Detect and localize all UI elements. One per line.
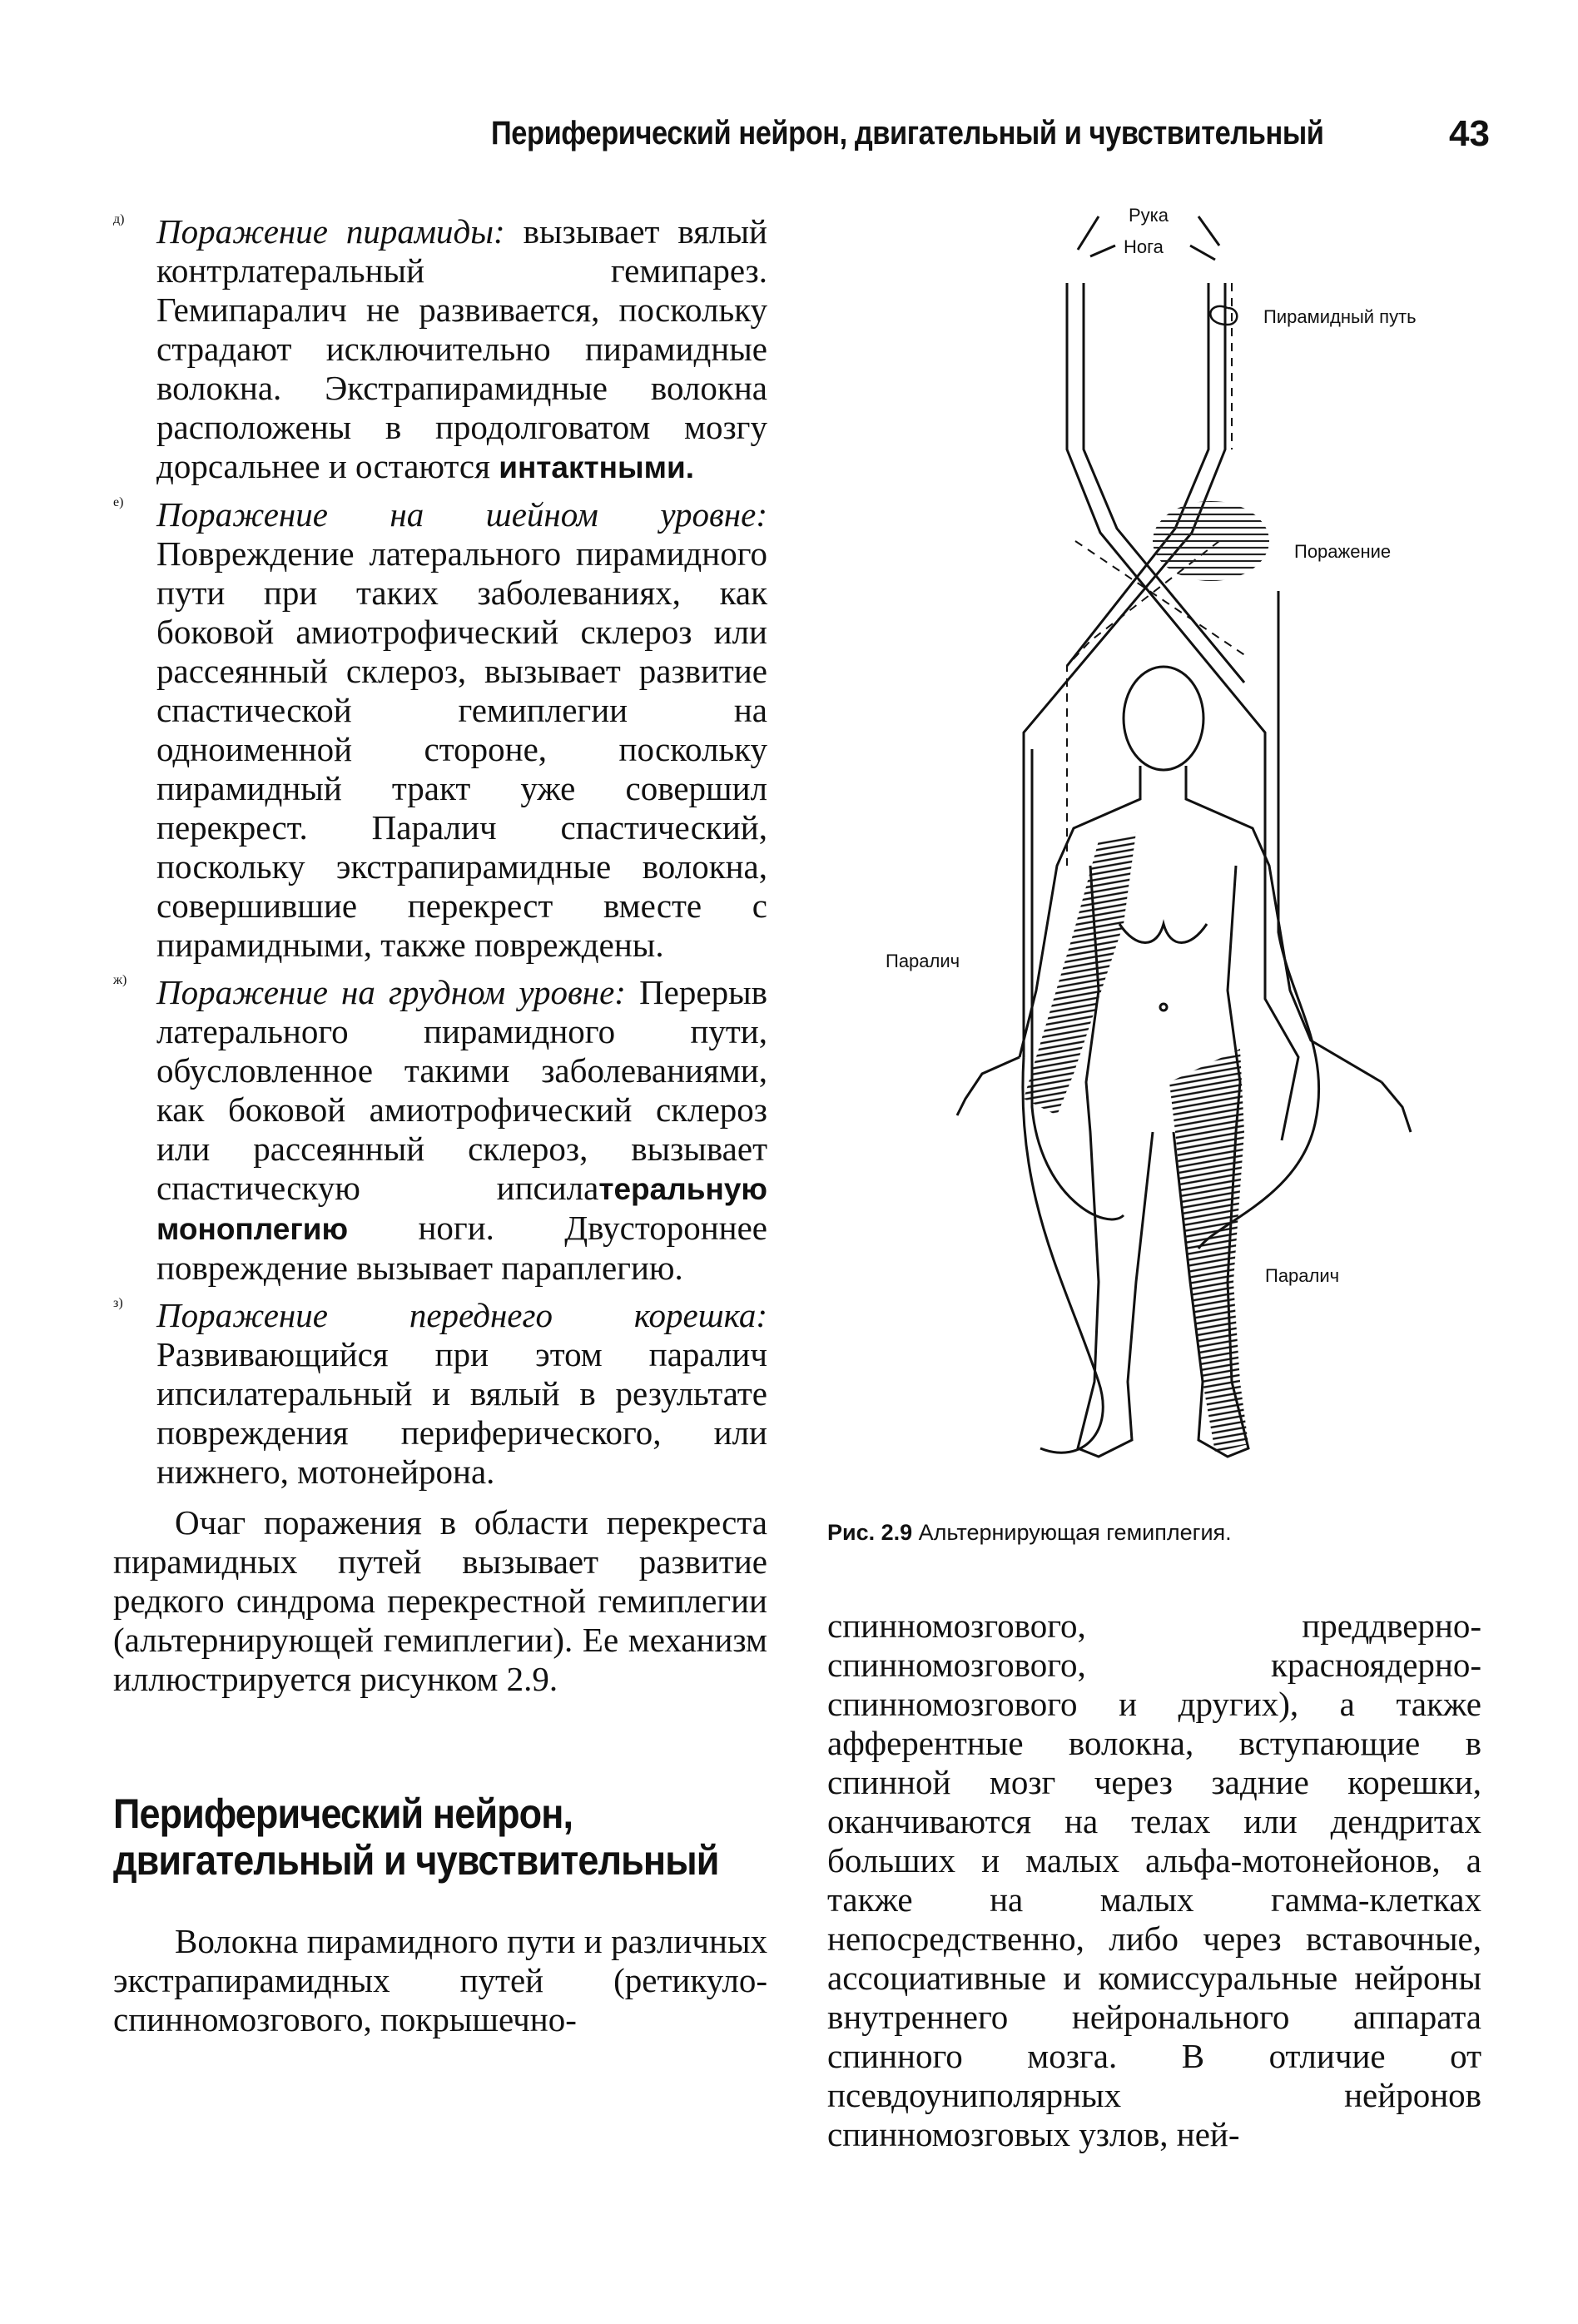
list-item xyxy=(113,212,767,487)
item-lead: Поражение переднего корешка: xyxy=(156,1296,767,1334)
label-pyramidal-tract: Пирамидный путь xyxy=(1263,306,1417,327)
item-lead: Поражение на грудном уровне: xyxy=(156,973,626,1011)
item-text: Повреждение латерального пирамидного пути при таких заболеваниях, как боковой амиотрофический склероз или рассеянный склероз, вызывает развитие спастической гемиплегии на одноименной стороне, поскольку пирамидный тракт уже совершил перекрест. Паралич спастический, поскольку экстрапирамидные волокна, совершившие перекрест вместе с пирамидными, также повреждены. xyxy=(156,534,767,964)
fiber-to-right-arm xyxy=(1265,932,1298,1140)
right-shoulder-arm xyxy=(1186,766,1382,1082)
label-lesion: Поражение xyxy=(1294,541,1392,562)
item-lead: Поражение на шейном уровне: xyxy=(156,495,767,534)
right-hand xyxy=(1382,1082,1411,1132)
running-header xyxy=(491,115,1490,165)
caption-text: Альтернирующая гемиплегия. xyxy=(912,1520,1232,1545)
arm-fiber-label-line xyxy=(1078,216,1099,250)
right-column-paragraph: спинномозгового, преддверно-спинномозгового, красноядерно-спинномозгового и других), а также афферентные волокна, вступающие в спинной мозг через задние корешки, оканчиваются на телах или дендритах больших и малых альфа-мотонейонов, а также на малых гамма-клетках непосредственно, либо через вставочные, ассоциативные и комиссуральные нейроны внутреннего нейронального аппарата спинного мозга. В отличие от псевдоуниполярных нейронов спинномозговых узлов, ней- xyxy=(827,1606,1481,2153)
arm-fiber-label-line-right xyxy=(1198,216,1219,246)
left-column xyxy=(113,212,767,2039)
leg-fiber-label-line xyxy=(1090,246,1115,256)
header-title: Периферический нейрон, двигательный и чувствительный xyxy=(491,115,1324,151)
fiber-right-outer xyxy=(1024,283,1225,1057)
item-text: вызывает вялый контрлатеральный гемипарез. Гемипаралич не развивается, поскольку страдают исключительно пирамидные волокна. Экстрапирамидные волокна расположены в продолговатом мозгу дорсальнее и остаются xyxy=(156,212,767,485)
page-number: 43 xyxy=(1449,113,1490,154)
item-lead: Поражение пирамиды: xyxy=(156,212,505,251)
item-text: Перерыв латерального пирамидного пути, обусловленное такими заболеваниями, как боковой амиотрофический склероз или рассеянный склероз, вызывает спастическую ипсила xyxy=(156,973,767,1207)
label-paralysis-arm: Паралич xyxy=(886,951,960,971)
leg-paralysis-area xyxy=(1169,1049,1248,1452)
left-hand xyxy=(957,1057,1020,1115)
chest xyxy=(1119,924,1207,943)
item-bold: интактными. xyxy=(499,450,694,484)
arm-paralysis-area xyxy=(1024,832,1136,1115)
label-paralysis-leg: Паралич xyxy=(1265,1265,1340,1286)
figure-caption xyxy=(827,1520,1232,1546)
list-item xyxy=(113,973,767,1288)
human-figure xyxy=(957,667,1411,1457)
item-marker: е) xyxy=(113,495,124,509)
list-item xyxy=(113,495,767,965)
label-arm: Рука xyxy=(1129,205,1169,226)
figure-alternating-hemiplegia xyxy=(849,200,1498,1565)
head xyxy=(1124,667,1203,770)
list-item xyxy=(113,1296,767,1492)
section-heading: Периферический нейрон, двигательный и чувствительный xyxy=(113,1790,719,1884)
navel xyxy=(1160,1004,1167,1011)
figure-illustration xyxy=(849,200,1498,1565)
section-paragraph: Волокна пирамидного пути и различных экстрапирамидных путей (ретикуло-спинномозгового, покрышечно- xyxy=(113,1922,767,2038)
pyramidal-tract-loop xyxy=(1210,306,1237,325)
fiber-left-inner xyxy=(1084,283,1244,683)
fiber-right-inner xyxy=(1067,283,1208,666)
caption-number: Рис. 2.9 xyxy=(827,1520,913,1545)
leg-fiber-label-line-right xyxy=(1190,246,1215,260)
item-marker: з) xyxy=(113,1296,123,1310)
right-column xyxy=(827,1606,1481,2154)
body-paragraph: Очаг поражения в области перекреста пирамидных путей вызывает развитие редкого синдрома перекрестной гемиплегии (альтернирующей гемиплегии). Ее механизм иллюстрируется рисунком 2.9. xyxy=(113,1503,767,1698)
item-marker: ж) xyxy=(113,973,127,987)
lesion-area xyxy=(1153,501,1269,581)
item-text: Развивающийся при этом паралич ипсилатеральный и вялый в результате повреждения периферического, или нижнего, мотонейрона. xyxy=(156,1335,767,1491)
label-leg: Нога xyxy=(1124,236,1164,257)
item-bold: теральную моноплегию xyxy=(156,1172,767,1246)
item-marker: д) xyxy=(113,212,125,226)
fiber-left-outer xyxy=(1067,283,1265,932)
item-text-continued: ноги. Двустороннее повреждение вызывает параплегию. xyxy=(156,1209,767,1287)
